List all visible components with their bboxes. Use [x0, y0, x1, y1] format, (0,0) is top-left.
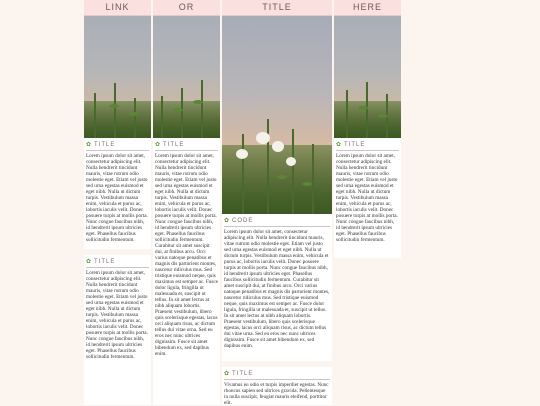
block-label: ✿ TITLE — [224, 371, 254, 377]
block-label: ✿ CODE — [224, 218, 254, 224]
column-header-link[interactable]: LINK — [84, 0, 151, 16]
column-3 — [222, 0, 332, 405]
column-4 — [334, 0, 401, 258]
photo-flowers-large[interactable] — [222, 16, 332, 214]
pin-icon: ✿ — [224, 371, 231, 377]
body-text: Lorem ipsum dolor sit amet, consectetur adipiscing elit. Nulla hendrerit tincidunt mauris, vitae rutrum odio molestie eget. Etiam vel justo sed urna egestas euismod et eget nibh. Nulla ut dictum turpis. Vestibulum massa enim, vehicula et purus ac, lobortis iaculis velit. Donec posuere turpis at mollis porta. Nunc congue faucibus nibh, id hendrerit ipsum ultricies eget. Phasellus faucibus sollicitudin fermentum. — [86, 270, 148, 360]
column-header-title[interactable]: TITLE — [222, 0, 332, 16]
body-text: Lorem ipsum dolor sit amet, consectetur adipiscing elit. Nulla hendrerit tincidunt mauris, vitae rutrum odio molestie eget. Etiam vel justo sed urna egestas euismod et eget nibh. Nulla ut dictum turpis. Vestibulum massa enim, vehicula et purus ac, lobortis iaculis velit. Donec posuere turpis at mollis porta. Nunc congue faucibus nibh, id hendrerit ipsum ultricies eget. Phasellus faucibus sollicitudin fermentum. Curabitur sit amet suscipit dui, at finibus arcu. Orci varius natoque penatibus et magnis dis parturient montes, nascetur ridiculus mus. Sed tristique euismod neque, quis maximus est semper ac. Fusce dolor ligula, fringilla ut malesuada et, suscipit ut tellus. In sit amet lectus at nibh aliquam lobortis. Praesent vestibulum, libero quis scelerisque egestas, lacus orci aliquam risus, ac dictum tellus dui vitae urna. Sed eu eros nec nunc ultrices dignissim. Fusce sit amet bibendum ex, sed dapibus enim. — [155, 153, 218, 357]
block-label: ✿ TITLE — [86, 259, 116, 265]
body-text: Lorem ipsum dolor sit amet, consectetur adipiscing elit. Nulla hendrerit tincidunt mauris, vitae rutrum odio molestie eget. Etiam vel justo sed urna egestas euismod et eget nibh. Nulla ut dictum turpis. Vestibulum massa enim, vehicula et purus ac, lobortis iaculis velit. Donec posuere turpis at mollis porta. Nunc congue faucibus nibh, id hendrerit ipsum ultricies eget. Phasellus faucibus sollicitudin fermentum. Curabitur sit amet suscipit dui, at finibus arcu. Orci varius natoque penatibus et magnis dis parturient montes, nascetur ridiculus mus. Sed tristique euismod neque, quis maximus est semper ac. Fusce dolor ligula, fringilla ut malesuada et, suscipit ut tellus. In sit amet lectus at nibh aliquam lobortis. Praesent vestibulum, libero quis scelerisque egestas, lacus orci aliquam risus, ac dictum tellus dui vitae urna. Sed eu eros nec nunc ultrices dignissim. Fusce sit amet bibendum ex, sed dapibus enim. — [224, 229, 330, 349]
pin-icon: ✿ — [86, 142, 93, 148]
column-1 — [84, 0, 151, 405]
photo-flowers[interactable] — [84, 16, 151, 138]
photo-flowers[interactable] — [153, 16, 220, 138]
body-text: Lorem ipsum dolor sit amet, consectetur adipiscing elit. Nulla hendrerit tincidunt mauris, vitae rutrum odio molestie eget. Etiam vel justo sed urna egestas euismod et eget nibh. Nulla ut dictum turpis. Vestibulum massa enim, vehicula et purus ac, lobortis iaculis velit. Donec posuere turpis at mollis porta. Nunc congue faucibus nibh, id hendrerit ipsum ultricies eget. Phasellus faucibus sollicitudin fermentum. — [336, 153, 398, 243]
column-header-or[interactable]: OR — [153, 0, 220, 16]
block-label: ✿ TITLE — [155, 142, 185, 148]
photo-flowers[interactable] — [334, 16, 401, 138]
block-label: ✿ TITLE — [336, 142, 366, 148]
block-label: ✿ TITLE — [86, 142, 116, 148]
pin-icon: ✿ — [155, 142, 162, 148]
body-text: Lorem ipsum dolor sit amet, consectetur adipiscing elit. Nulla hendrerit tincidunt mauris, vitae rutrum odio molestie eget. Etiam vel justo sed urna egestas euismod et eget nibh. Nulla ut dictum turpis. Vestibulum massa enim, vehicula et purus ac, lobortis iaculis velit. Donec posuere turpis at mollis porta. Nunc congue faucibus nibh, id hendrerit ipsum ultricies eget. Phasellus faucibus sollicitudin fermentum. — [86, 153, 148, 243]
pin-icon: ✿ — [336, 142, 343, 148]
column-2 — [153, 0, 220, 405]
pin-icon: ✿ — [86, 259, 93, 265]
body-text: Vivamus eu odio et turpis imperdiet egestas. Nunc rhoncus sapien sed ultrices gravida. Pellentesque in nulla suscipit, feugiat mauris eleifend, porttitor elit. — [224, 382, 329, 406]
column-header-here[interactable]: HERE — [334, 0, 401, 16]
pin-icon: ✿ — [224, 218, 231, 224]
